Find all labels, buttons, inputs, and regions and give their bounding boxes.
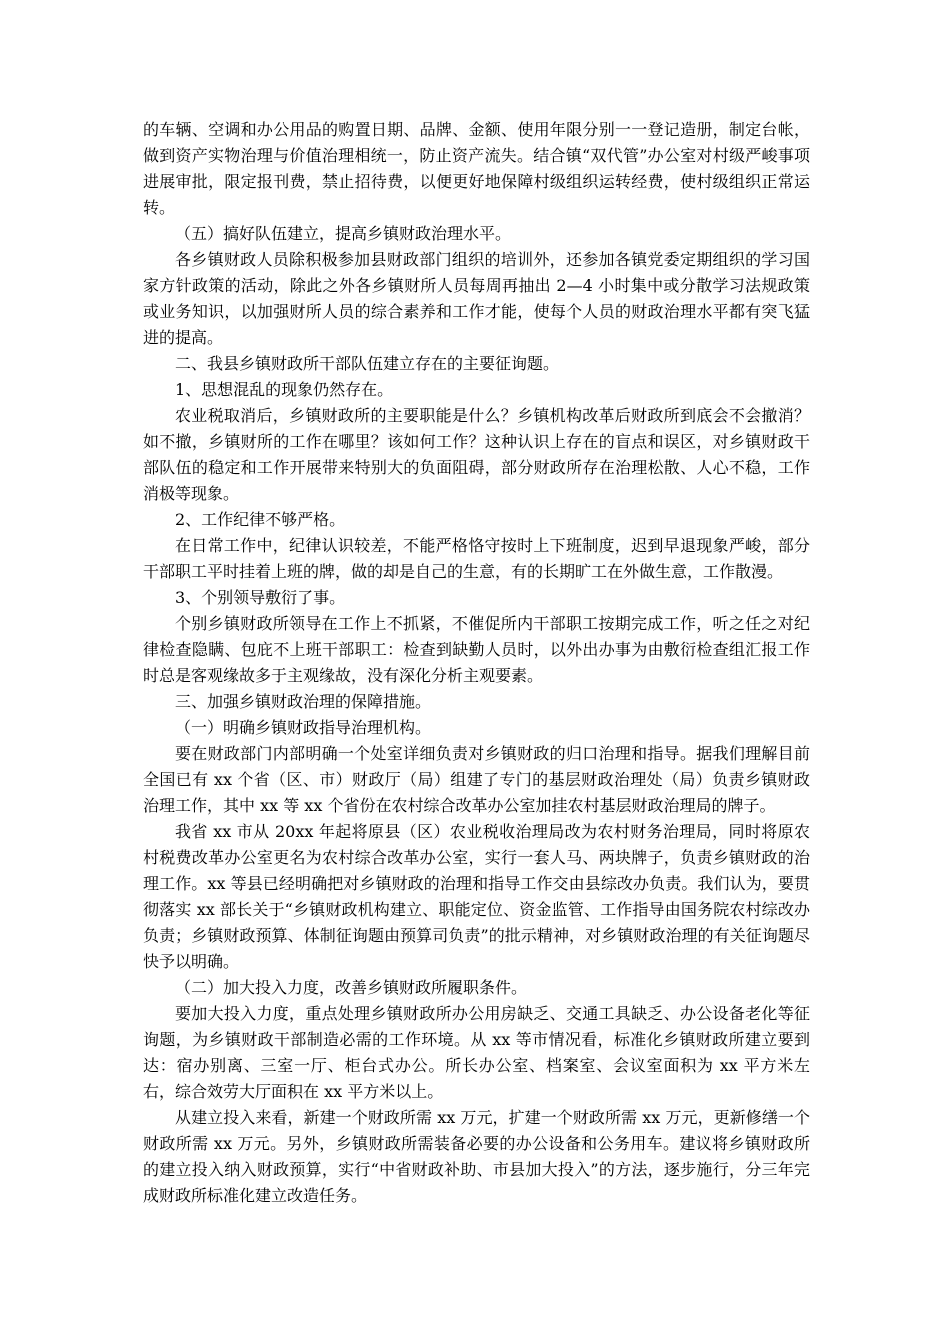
heading-measure-1: （一）明确乡镇财政指导治理机构。 — [175, 718, 432, 737]
heading-issue-1: 1、思想混乱的现象仍然存在。 — [175, 380, 394, 399]
heading-issue-3: 3、个别领导敷衍了事。 — [175, 588, 346, 607]
paragraph-asset-registration: 的车辆、空调和办公用品的购置日期、品牌、金额、使用年限分别一一登记造册，制定台帐，做到资产实物治理与价值治理相统一，防止资产流失。结合镇“双代管”办公室对村级严峻事项进展审批，限定报刊费，禁止招待费，以便更好地保障村级组织运转经费，使村级组织正常运转。 — [143, 120, 810, 217]
paragraph-measure-2b: 从建立投入来看，新建一个财政所需 xx 万元，扩建一个财政所需 xx 万元，更新修缮一个财政所需 xx 万元。另外，乡镇财政所需装备必要的办公设备和公务用车。建议将乡镇财政所的建立投入纳入财政预算，实行“中省财政补助、市县加大投入”的方法，逐步施行，分三年完成财政所标准化建立改造任务。 — [143, 1108, 810, 1205]
heading-part-3: 三、加强乡镇财政治理的保障措施。 — [175, 692, 432, 711]
paragraph-issue-2: 在日常工作中，纪律认识较差，不能严格恪守按时上下班制度，迟到早退现象严峻，部分干部职工平时挂着上班的牌，做的却是自己的生意，有的长期旷工在外做生意，工作散漫。 — [143, 536, 810, 581]
paragraph-measure-1b: 我省 xx 市从 20xx 年起将原县（区）农业税收治理局改为农村财务治理局，同时将原农村税费改革办公室更名为农村综合改革办公室，实行一套人马、两块牌子，负责乡镇财政的治理工作。xx 等县已经明确把对乡镇财政的治理和指导工作交由县综改办负责。我们认为，要贯彻落实 xx 部长关于“乡镇财政机构建立、职能定位、资金监管、工作指导由国务院农村综改办负责；乡镇财政预算、体制征询题由预算司负责”的批示精神，对乡镇财政治理的有关征询题尽快予以明确。 — [143, 822, 810, 971]
paragraph-issue-3: 个别乡镇财政所领导在工作上不抓紧，不催促所内干部职工按期完成工作，听之任之对纪律检查隐瞒、包庇不上班干部职工：检查到缺勤人员时，以外出办事为由敷衍检查组汇报工作时总是客观缘故多于主观缘故，没有深化分析主观要素。 — [143, 614, 810, 685]
heading-issue-2: 2、工作纪律不够严格。 — [175, 510, 346, 529]
document-body — [143, 117, 810, 1209]
heading-measure-2: （二）加大投入力度，改善乡镇财政所履职条件。 — [175, 978, 528, 997]
paragraph-issue-1: 农业税取消后，乡镇财政所的主要职能是什么？乡镇机构改革后财政所到底会不会撤消？如不撤，乡镇财所的工作在哪里？该如何工作？这种认识上存在的盲点和误区，对乡镇财政干部队伍的稳定和工作开展带来特别大的负面阻碍，部分财政所存在治理松散、人心不稳，工作消极等现象。 — [143, 406, 810, 503]
heading-part-2: 二、我县乡镇财政所干部队伍建立存在的主要征询题。 — [175, 354, 560, 373]
paragraph-measure-2a: 要加大投入力度，重点处理乡镇财政所办公用房缺乏、交通工具缺乏、办公设备老化等征询题，为乡镇财政干部制造必需的工作环境。从 xx 等市情况看，标准化乡镇财政所建立要到达：宿办别离、三室一厅、柜台式办公。所长办公室、档案室、会议室面积为 xx 平方米左右，综合效劳大厅面积在 xx 平方米以上。 — [143, 1004, 810, 1101]
paragraph-measure-1a: 要在财政部门内部明确一个处室详细负责对乡镇财政的归口治理和指导。据我们理解目前全国已有 xx 个省（区、市）财政厅（局）组建了专门的基层财政治理处（局）负责乡镇财政治理工作，其中 xx 等 xx 个省份在农村综合改革办公室加挂农村基层财政治理局的牌子。 — [143, 744, 810, 815]
heading-section-5: （五）搞好队伍建立，提高乡镇财政治理水平。 — [175, 224, 512, 243]
paragraph-staff-training: 各乡镇财政人员除积极参加县财政部门组织的培训外，还参加各镇党委定期组织的学习国家方针政策的活动，除此之外各乡镇财所人员每周再抽出 2—4 小时集中或分散学习法规政策或业务知识，以加强财所人员的综合素养和工作才能，使每个人员的财政治理水平都有突飞猛进的提高。 — [143, 250, 810, 347]
